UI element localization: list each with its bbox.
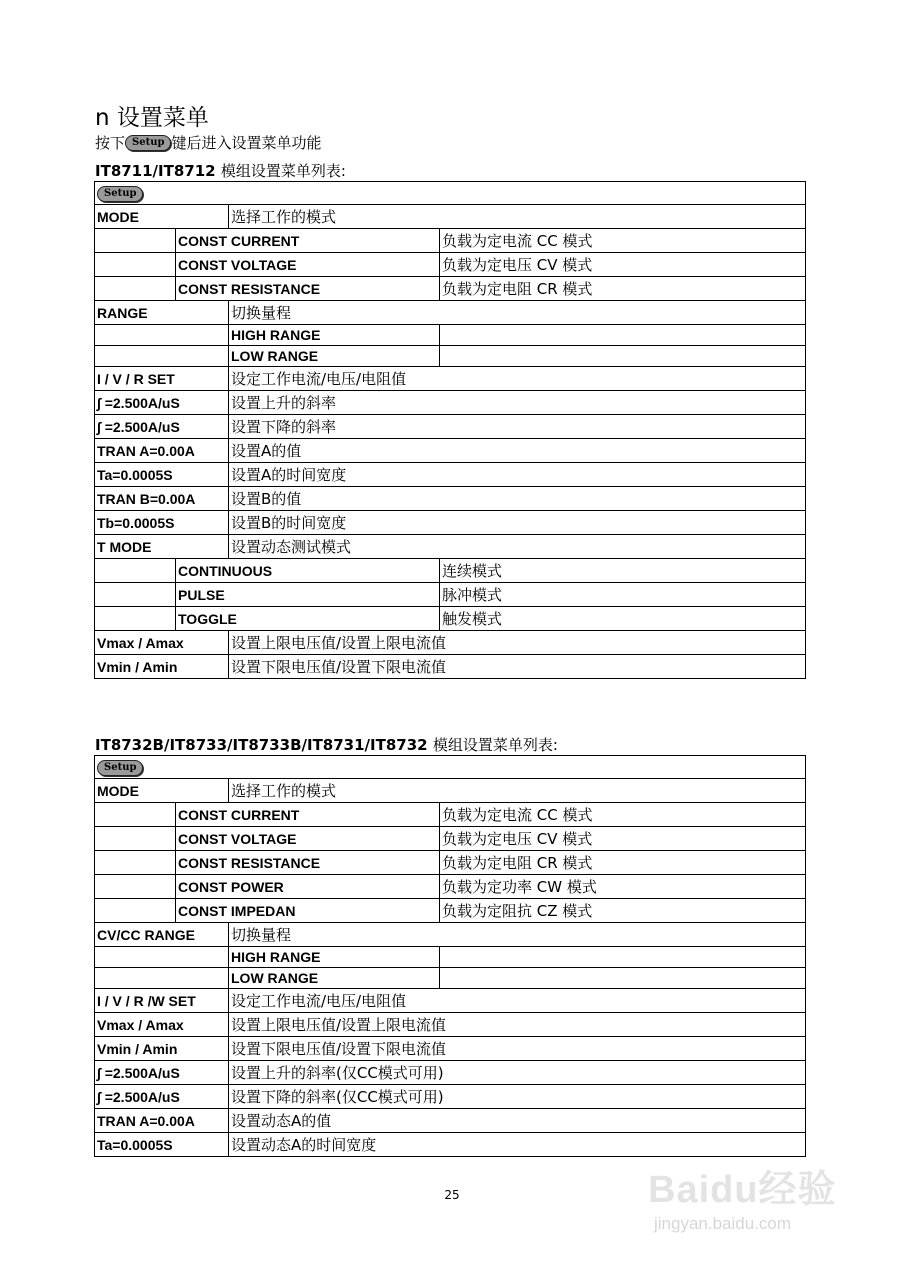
table2-caption-model: IT8732B/IT8733/IT8733B/IT8731/IT8732: [95, 736, 428, 754]
table2-caption-text: 模组设置菜单列表:: [432, 736, 558, 754]
table-row: [95, 1013, 806, 1037]
menu-key: LOW RANGE: [229, 346, 440, 367]
table-row: [95, 439, 806, 463]
table-row: [95, 415, 806, 439]
table-row: [95, 851, 806, 875]
menu-key: CONST VOLTAGE: [176, 827, 440, 851]
menu-desc: 脉冲模式: [440, 583, 806, 607]
menu-desc: 选择工作的模式: [229, 779, 806, 803]
table-row: [95, 346, 806, 367]
menu-key: Ta=0.0005S: [95, 463, 229, 487]
table-row: [95, 511, 806, 535]
table-row: [95, 487, 806, 511]
table2: [94, 755, 806, 1157]
menu-key: TRAN A=0.00A: [95, 439, 229, 463]
table1-caption-model: IT8711/IT8712: [95, 162, 216, 180]
menu-key: LOW RANGE: [229, 968, 440, 989]
intro-after: 键后进入设置菜单功能: [171, 134, 322, 152]
menu-desc: 切换量程: [229, 301, 806, 325]
menu-key: CONST RESISTANCE: [176, 277, 440, 301]
table-row: [95, 583, 806, 607]
table-row: [95, 463, 806, 487]
page-number: 25: [444, 1188, 460, 1202]
table1: [94, 181, 806, 679]
table-row: [95, 1061, 806, 1085]
menu-key: Vmin / Amin: [95, 1037, 229, 1061]
table-row: [95, 947, 806, 968]
table-row: [95, 655, 806, 679]
watermark-url: jingyan.baidu.com: [654, 1214, 792, 1233]
table-row: [95, 989, 806, 1013]
menu-desc: 设置上限电压值/设置上限电流值: [229, 631, 806, 655]
table-row: [95, 1085, 806, 1109]
table-row: [95, 779, 806, 803]
menu-key: T MODE: [95, 535, 229, 559]
table-row: [95, 559, 806, 583]
table-row: [95, 607, 806, 631]
menu-key: CONST POWER: [176, 875, 440, 899]
menu-desc: 设置A的值: [229, 439, 806, 463]
table-row: [95, 827, 806, 851]
table-row: [95, 253, 806, 277]
menu-desc: 设置B的时间宽度: [229, 511, 806, 535]
menu-key: CONST VOLTAGE: [176, 253, 440, 277]
intro-line: [95, 132, 322, 153]
menu-key: ∫ =2.500A/uS: [95, 1085, 229, 1109]
menu-key: ∫ =2.500A/uS: [95, 391, 229, 415]
intro-before: 按下: [95, 134, 126, 152]
menu-desc: 负载为定电流 CC 模式: [440, 803, 806, 827]
menu-desc: 设置动态测试模式: [229, 535, 806, 559]
menu-desc: 负载为定电压 CV 模式: [440, 253, 806, 277]
table-row: [95, 875, 806, 899]
menu-desc: 负载为定功率 CW 模式: [440, 875, 806, 899]
setup-key-icon: Setup: [125, 135, 171, 151]
menu-desc: 设置下降的斜率(仅CC模式可用): [229, 1085, 806, 1109]
menu-key: CONST CURRENT: [176, 229, 440, 253]
setup-key-icon: Setup: [97, 186, 143, 202]
table2-caption: [95, 734, 558, 755]
menu-desc: 设置动态A的值: [229, 1109, 806, 1133]
table-row: [95, 391, 806, 415]
table-row: [95, 1037, 806, 1061]
menu-desc: 设置上升的斜率(仅CC模式可用): [229, 1061, 806, 1085]
menu-key: MODE: [95, 779, 229, 803]
menu-desc: 负载为定电压 CV 模式: [440, 827, 806, 851]
menu-desc: 负载为定阻抗 CZ 模式: [440, 899, 806, 923]
menu-desc: 设置下降的斜率: [229, 415, 806, 439]
table1-caption-text: 模组设置菜单列表:: [220, 162, 346, 180]
menu-desc: 负载为定电流 CC 模式: [440, 229, 806, 253]
table-row: [95, 205, 806, 229]
setup-key-icon: Setup: [97, 760, 143, 776]
menu-key: TRAN A=0.00A: [95, 1109, 229, 1133]
menu-key: RANGE: [95, 301, 229, 325]
menu-desc: 连续模式: [440, 559, 806, 583]
table-row: [95, 923, 806, 947]
table-row: [95, 756, 806, 779]
menu-key: Vmin / Amin: [95, 655, 229, 679]
table-row: [95, 968, 806, 989]
table-row: [95, 277, 806, 301]
menu-desc: 负载为定电阻 CR 模式: [440, 851, 806, 875]
menu-key: CONTINUOUS: [176, 559, 440, 583]
menu-key: TRAN B=0.00A: [95, 487, 229, 511]
table-row: [95, 899, 806, 923]
section-heading: n 设置菜单: [95, 105, 209, 131]
menu-desc: 设定工作电流/电压/电阻值: [229, 989, 806, 1013]
menu-key: HIGH RANGE: [229, 325, 440, 346]
menu-desc: 设置下限电压值/设置下限电流值: [229, 1037, 806, 1061]
menu-key: PULSE: [176, 583, 440, 607]
menu-key: CONST IMPEDAN: [176, 899, 440, 923]
menu-key: CONST CURRENT: [176, 803, 440, 827]
menu-desc: 设置下限电压值/设置下限电流值: [229, 655, 806, 679]
menu-key: MODE: [95, 205, 229, 229]
menu-key: HIGH RANGE: [229, 947, 440, 968]
table-row: [95, 535, 806, 559]
menu-desc: 设置动态A的时间宽度: [229, 1133, 806, 1157]
menu-desc: 设置B的值: [229, 487, 806, 511]
table-row: [95, 1109, 806, 1133]
menu-desc: 触发模式: [440, 607, 806, 631]
baidu-watermark: [640, 1150, 870, 1250]
menu-key: CV/CC RANGE: [95, 923, 229, 947]
table-row: [95, 631, 806, 655]
menu-desc: 设置A的时间宽度: [229, 463, 806, 487]
menu-key: I / V / R SET: [95, 367, 229, 391]
table-row: [95, 325, 806, 346]
menu-key: CONST RESISTANCE: [176, 851, 440, 875]
table-row: [95, 803, 806, 827]
menu-desc: 负载为定电阻 CR 模式: [440, 277, 806, 301]
menu-key: ∫ =2.500A/uS: [95, 415, 229, 439]
menu-desc: 设定工作电流/电压/电阻值: [229, 367, 806, 391]
menu-key: I / V / R /W SET: [95, 989, 229, 1013]
table1-caption: [95, 160, 346, 181]
table-row: [95, 367, 806, 391]
table-row: [95, 229, 806, 253]
menu-key: Ta=0.0005S: [95, 1133, 229, 1157]
menu-key: TOGGLE: [176, 607, 440, 631]
menu-key: Tb=0.0005S: [95, 511, 229, 535]
menu-key: Vmax / Amax: [95, 1013, 229, 1037]
menu-desc: 设置上限电压值/设置上限电流值: [229, 1013, 806, 1037]
table-row: [95, 301, 806, 325]
menu-key: ∫ =2.500A/uS: [95, 1061, 229, 1085]
table-row: [95, 182, 806, 205]
watermark-logo: Baidu经验: [648, 1169, 837, 1211]
menu-desc: 设置上升的斜率: [229, 391, 806, 415]
menu-desc: 选择工作的模式: [229, 205, 806, 229]
menu-key: Vmax / Amax: [95, 631, 229, 655]
menu-desc: 切换量程: [229, 923, 806, 947]
